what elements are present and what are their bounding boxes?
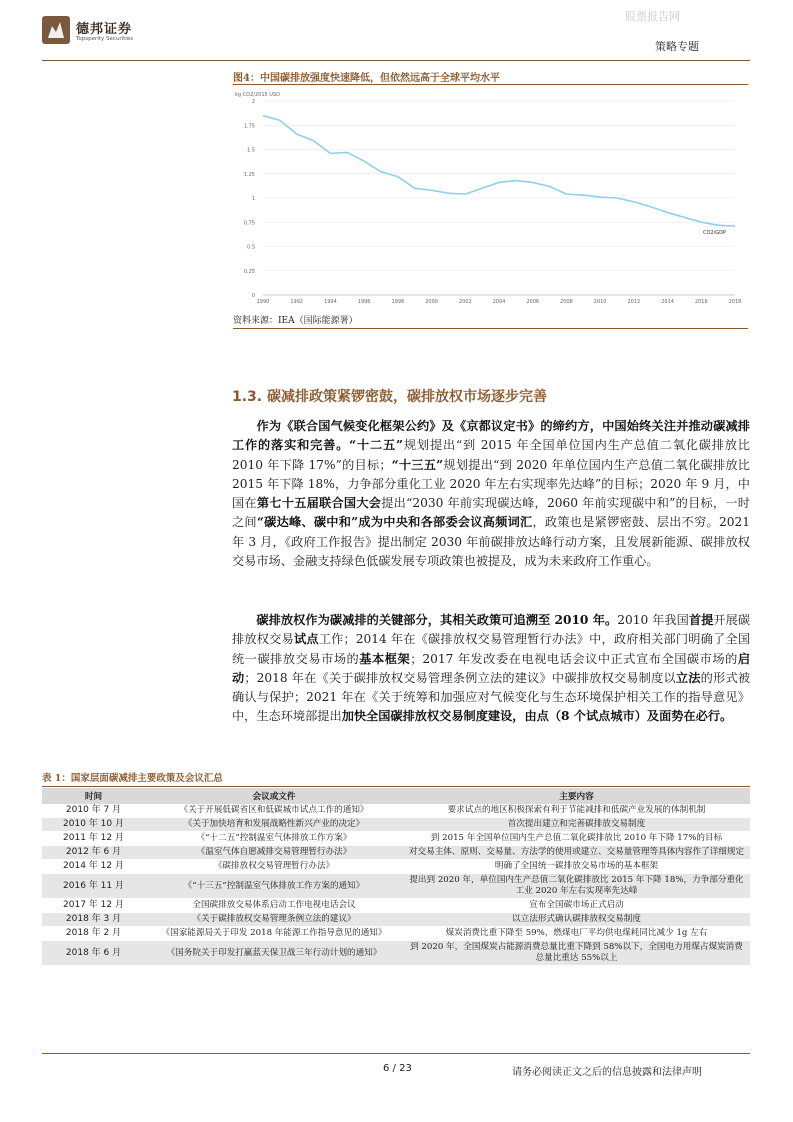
cell-content: 明确了全国统一碳排放交易市场的基本框架 [403,860,750,874]
p2-bold-1: 碳排放权作为碳减排的关键部分，其相关政策可追溯至 2010 年。 [256,613,618,627]
table-row [42,804,750,818]
y-tick-label: 1.25 [243,171,255,178]
x-tick-label: 2012 [627,299,641,305]
x-tick-label: 1992 [290,299,304,305]
p2-bold-9: 启动 [232,651,751,685]
cell-doc: 《国家能源局关于印发 2018 年能源工作指导意见的通知》 [145,927,403,941]
p1-text-8: ，政策也是紧锣密鼓、层出不穷。2021 年 3 月，《政府工作报告》提出制定 2030 年前碳排放达峰行动方案，且发展新能源、碳排放权交易市场、金融支持绿色低碳发展专项政策也被提及，成为未来政府工作重心。 [232,515,750,569]
y-tick-label: 0.75 [243,220,255,227]
cell-content: 到 2015 年全国单位国内生产总值二氧化碳排放比 2010 年下降 17%的目标 [403,832,750,846]
cell-content: 对交易主体、原则、交易量、方法学的使用或建立、交易量管理等具体内容作了详细规定 [403,846,750,860]
p2-text-2: 2010 年我国 [617,613,689,627]
source-divider [233,328,748,329]
table-row [42,846,750,860]
cell-doc: 《关于碳排放权交易管理条例立法的建议》 [145,913,403,927]
figure-source: 资料来源：IEA（国际能源署） [233,316,358,326]
company-name-cn: 德邦证券 [76,22,133,37]
table-row [42,860,750,874]
cell-doc: 《“十三五”控制温室气体排放工作方案的通知》 [145,874,403,899]
policy-table [42,788,750,966]
page-number: 6 / 23 [383,1063,412,1074]
series-line-co2-gdp [263,116,735,227]
cell-doc: 《关于开展低碳省区和低碳城市试点工作的通知》 [145,804,403,818]
p2-text-12: 的形式被确认与保护；2021 年在《关于统筹和加强应对气候变化与生态环境保护相关工作的指导意见》中，生态环境部提出 [232,670,751,724]
header-time: 时间 [42,788,145,804]
cell-content: 到 2020 年，全国煤炭占能源消费总量比重下降到 58%以下，全国电力用煤占煤炭消费总量比重达 55%以上 [403,941,750,966]
footer-divider [42,1053,750,1054]
p2-bold-5: 试点 [293,632,319,647]
table-row [42,913,750,927]
cell-time: 2018 年 6 月 [42,941,145,966]
p1-text-6: 提出“2030 年前实现碳达峰，2060 年前实现碳中和”的目标，一时之间 [232,496,750,530]
table-row [42,899,750,913]
cell-content: 首次提出建立和完善碳排放交易制度 [403,818,750,832]
cell-time: 2018 年 3 月 [42,913,145,927]
x-tick-label: 2000 [425,299,438,305]
table-row [42,818,750,832]
p2-bold-11: 立法 [675,670,701,685]
report-type: 策略专题 [655,40,699,53]
cell-time: 2010 年 10 月 [42,818,145,832]
figure-divider [233,84,748,85]
y-tick-label: 1 [251,196,255,202]
p2-text-4: 开展碳排放权交易 [232,613,751,647]
cell-content: 宣布全国碳市场正式启动 [403,899,750,913]
series-label: CO2/GDP [703,230,727,236]
x-tick-label: 1994 [324,299,337,305]
cell-time: 2016 年 11 月 [42,874,145,899]
cell-time: 2018 年 2 月 [42,927,145,941]
y-axis-label: kg CO2/2015 USD [235,92,280,98]
table-row [42,832,750,846]
p1-text-4: 规划提出“到 2020 年单位国内生产总值二氧化碳排放比 2015 年下降 18%，力争部分重化工业 2020 年左右实现率先达峰”的目标；2020 年 9 月，中国在 [232,457,750,511]
company-logo-icon [42,16,70,44]
x-tick-label: 2010 [593,299,607,305]
cell-content: 以立法形式确认碳排放权交易制度 [403,913,750,927]
table-row [42,874,750,899]
figure-title: 图4：中国碳排放强度快速降低，但依然远高于全球平均水平 [233,73,500,84]
section-heading: 1.3. 碳减排政策紧锣密鼓，碳排放权市场逐步完善 [232,389,547,405]
header-doc: 会议或文件 [145,788,403,804]
x-tick-label: 1990 [256,299,270,305]
carbon-intensity-chart [233,87,748,309]
x-tick-label: 1996 [357,299,371,305]
x-tick-label: 2018 [728,299,742,305]
cell-doc: 《温室气体自愿减排交易管理暂行办法》 [145,846,403,860]
cell-time: 2017 年 12 月 [42,899,145,913]
x-tick-label: 1998 [391,299,405,305]
p2-bold-3: 首提 [688,613,714,627]
cell-content: 要求试点的地区积极探索有利于节能减排和低碳产业发展的体制机制 [403,804,750,818]
p1-bold-5: 第七十五届联合国大会 [256,496,382,511]
y-tick-label: 1.5 [247,147,255,154]
cell-content: 煤炭消费比重下降至 59%，燃煤电厂平均供电煤耗同比减少 1g 左右 [403,927,750,941]
paragraph-policy [232,417,750,571]
legal-disclaimer: 请务必阅读正文之后的信息披露和法律声明 [512,1067,702,1078]
y-tick-label: 0.5 [247,244,255,251]
watermark: 股票报告网 [625,10,680,23]
y-tick-label: 0.25 [243,268,255,275]
cell-doc: 《碳排放权交易管理暂行办法》 [145,860,403,874]
cell-doc: 全国碳排放交易体系启动工作电视电话会议 [145,899,403,913]
y-tick-label: 1.75 [243,123,255,130]
p2-text-10: ；2018 年在《关于碳排放权交易管理条例立法的建议》中碳排放权交易制度以 [244,670,676,685]
company-name-en: Topsperity Securities [76,36,134,42]
table-row [42,941,750,966]
paragraph-carbon-market [232,611,750,727]
cell-doc: 《关于加快培育和发展战略性新兴产业的决定》 [145,818,403,832]
x-tick-label: 2004 [492,299,506,305]
cell-time: 2012 年 6 月 [42,846,145,860]
header-divider [42,60,750,61]
cell-time: 2011 年 12 月 [42,832,145,846]
x-tick-label: 2016 [694,299,708,305]
y-tick-label: 0 [251,293,255,299]
cell-doc: 《国务院关于印发打赢蓝天保卫战三年行动计划的通知》 [145,941,403,966]
header-content: 主要内容 [403,788,750,804]
x-tick-label: 2002 [458,299,472,305]
x-tick-label: 2006 [526,299,540,305]
p1-bold-3: “十三五” [391,457,444,472]
y-tick-label: 2 [251,99,255,105]
cell-content: 提出到 2020 年，单位国内生产总值二氧化碳排放比 2015 年下降 18%，力争部分重化工业 2020 年左右实现率先达峰 [403,874,750,899]
cell-time: 2014 年 12 月 [42,860,145,874]
table-divider [42,786,750,787]
p1-bold-7: “碳达峰、碳中和”成为中央和各部委会议高频词汇 [256,515,533,530]
x-tick-label: 2008 [560,299,573,305]
table-header-row [42,788,750,804]
p1-text-2: 规划提出“到 2015 年全国单位国内生产总值二氧化碳排放比 2010 年下降 17%”的目标； [232,438,750,472]
p2-bold-7: 基本框架 [359,651,411,666]
p2-bold-13: 加快全国碳排放权交易制度建设，由点（8 个试点城市）及面势在必行。 [341,709,733,724]
cell-doc: 《“十二五”控制温室气体排放工作方案》 [145,832,403,846]
p2-text-6: 工作；2014 年在《碳排放权交易管理暂行办法》中，政府相关部门明确了全国统一碳排放交易市场的 [232,632,751,666]
p2-text-8: ；2017 年发改委在电视电话会议中正式宣布全国碳市场的 [410,651,738,666]
table-title: 表 1：国家层面碳减排主要政策及会议汇总 [42,773,223,784]
cell-time: 2010 年 7 月 [42,804,145,818]
x-tick-label: 2014 [661,299,674,305]
p1-bold-1: 作为《联合国气候变化框架公约》及《京都议定书》的缔约方，中国始终关注并推动碳减排工作的落实和完善。“十二五” [232,419,750,453]
table-row [42,927,750,941]
